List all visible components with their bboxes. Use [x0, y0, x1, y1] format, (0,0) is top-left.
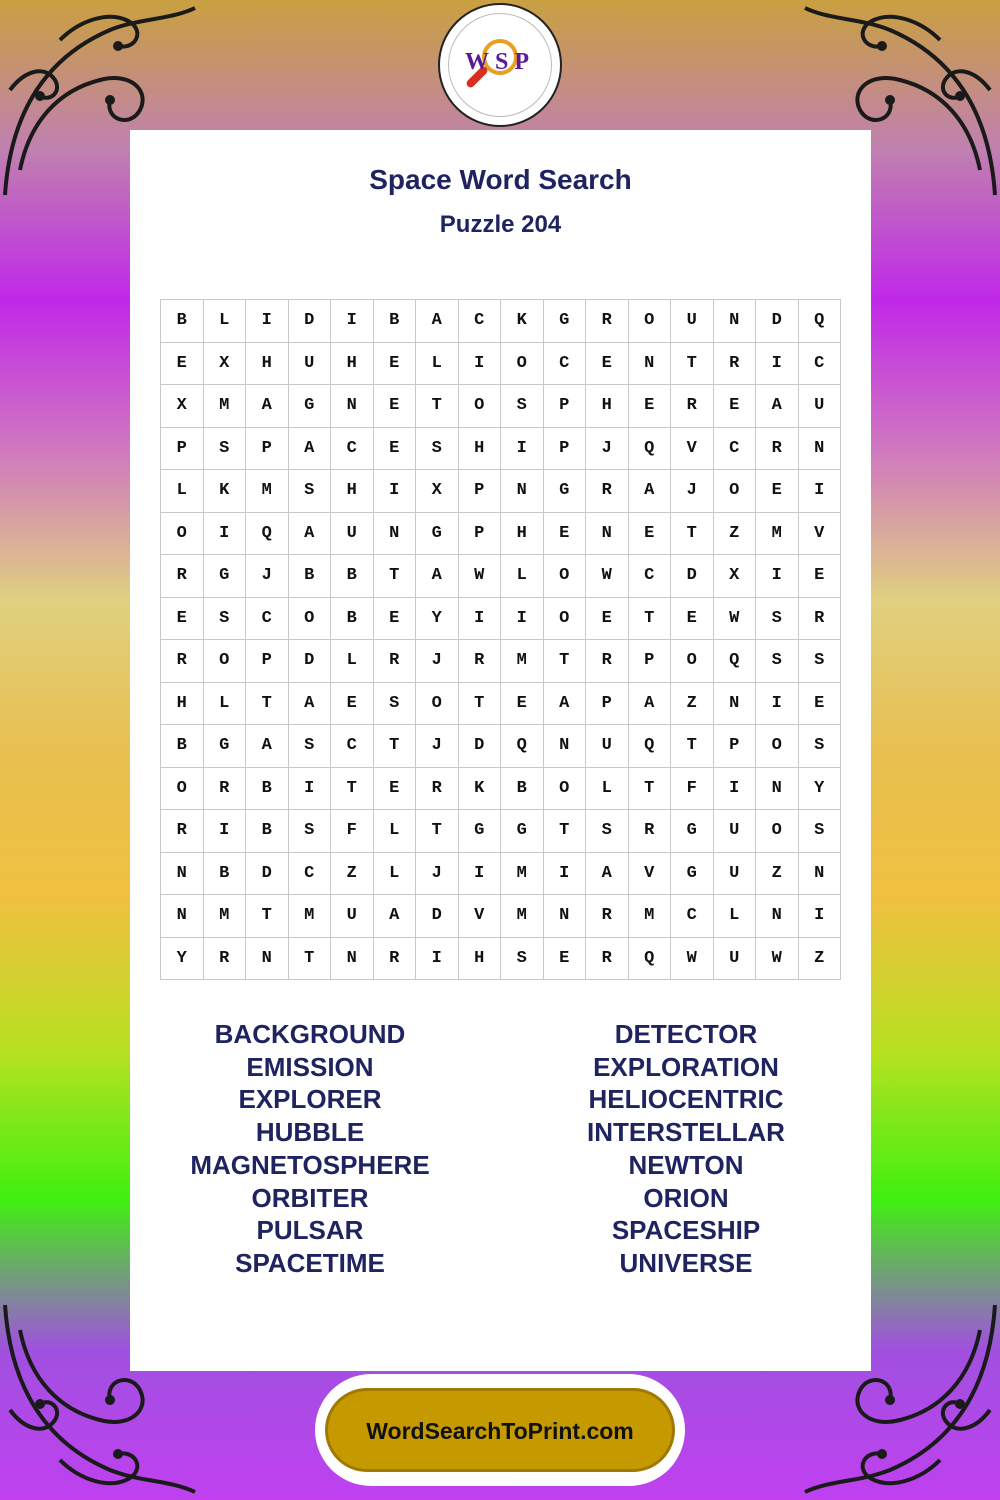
grid-cell[interactable]: P	[713, 725, 756, 768]
grid-cell[interactable]: H	[161, 682, 204, 725]
grid-cell[interactable]: R	[671, 385, 714, 428]
grid-cell[interactable]: U	[288, 342, 331, 385]
grid-cell[interactable]: G	[671, 810, 714, 853]
grid-cell[interactable]: I	[288, 767, 331, 810]
grid-cell[interactable]: D	[416, 895, 459, 938]
grid-row	[161, 427, 841, 470]
grid-cell[interactable]: M	[756, 512, 799, 555]
grid-cell[interactable]: S	[373, 682, 416, 725]
grid-cell[interactable]: I	[246, 300, 289, 343]
grid-cell[interactable]: S	[756, 640, 799, 683]
grid-cell[interactable]: N	[713, 682, 756, 725]
grid-cell[interactable]: S	[756, 597, 799, 640]
grid-cell[interactable]: C	[331, 725, 374, 768]
grid-cell[interactable]: E	[373, 427, 416, 470]
grid-cell[interactable]: E	[586, 342, 629, 385]
grid-cell[interactable]: I	[458, 852, 501, 895]
grid-cell[interactable]: X	[203, 342, 246, 385]
grid-cell[interactable]: S	[501, 385, 544, 428]
grid-cell[interactable]: R	[373, 937, 416, 980]
grid-cell[interactable]: E	[756, 470, 799, 513]
word-list-item: ORION	[643, 1182, 729, 1213]
grid-cell[interactable]: T	[416, 385, 459, 428]
grid-cell[interactable]: Q	[628, 937, 671, 980]
grid-cell[interactable]: D	[246, 852, 289, 895]
grid-cell[interactable]: T	[416, 810, 459, 853]
grid-cell[interactable]: M	[501, 852, 544, 895]
grid-cell[interactable]: L	[203, 682, 246, 725]
grid-cell[interactable]: S	[288, 470, 331, 513]
grid-cell[interactable]: Z	[798, 937, 841, 980]
grid-cell[interactable]: N	[798, 427, 841, 470]
grid-cell[interactable]: I	[798, 895, 841, 938]
grid-cell[interactable]: P	[161, 427, 204, 470]
grid-cell[interactable]: F	[671, 767, 714, 810]
grid-cell[interactable]: U	[671, 300, 714, 343]
grid-cell[interactable]: G	[288, 385, 331, 428]
grid-cell[interactable]: S	[203, 427, 246, 470]
grid-cell[interactable]: B	[203, 852, 246, 895]
grid-cell[interactable]: W	[713, 597, 756, 640]
grid-row	[161, 555, 841, 598]
grid-cell[interactable]: O	[543, 597, 586, 640]
grid-cell[interactable]: Z	[713, 512, 756, 555]
grid-cell[interactable]: S	[416, 427, 459, 470]
grid-cell[interactable]: R	[628, 810, 671, 853]
grid-row	[161, 597, 841, 640]
grid-cell[interactable]: L	[203, 300, 246, 343]
grid-cell[interactable]: U	[331, 512, 374, 555]
grid-cell[interactable]: A	[416, 300, 459, 343]
grid-cell[interactable]: X	[713, 555, 756, 598]
word-list-item: ORBITER	[251, 1182, 369, 1213]
grid-cell[interactable]: C	[628, 555, 671, 598]
grid-cell[interactable]: E	[798, 682, 841, 725]
grid-row	[161, 937, 841, 980]
grid-cell[interactable]: U	[586, 725, 629, 768]
word-list-item: NEWTON	[628, 1149, 744, 1180]
grid-cell[interactable]: Q	[628, 725, 671, 768]
grid-cell[interactable]: Q	[246, 512, 289, 555]
grid-cell[interactable]: R	[203, 767, 246, 810]
grid-cell[interactable]: L	[161, 470, 204, 513]
grid-cell[interactable]: V	[458, 895, 501, 938]
word-list-left	[130, 1018, 490, 1280]
grid-cell[interactable]: R	[161, 640, 204, 683]
grid-cell[interactable]: U	[713, 810, 756, 853]
grid-cell[interactable]: O	[203, 640, 246, 683]
grid-cell[interactable]: C	[713, 427, 756, 470]
grid-cell[interactable]: E	[501, 682, 544, 725]
grid-cell[interactable]: O	[756, 725, 799, 768]
grid-cell[interactable]: N	[161, 852, 204, 895]
grid-cell[interactable]: S	[798, 640, 841, 683]
grid-cell[interactable]: I	[203, 512, 246, 555]
grid-cell[interactable]: P	[458, 470, 501, 513]
grid-cell[interactable]: B	[161, 725, 204, 768]
grid-cell[interactable]: T	[458, 682, 501, 725]
grid-cell[interactable]: M	[501, 895, 544, 938]
grid-cell[interactable]: N	[628, 342, 671, 385]
grid-cell[interactable]: W	[756, 937, 799, 980]
site-link-button[interactable]	[325, 1388, 675, 1472]
grid-cell[interactable]: F	[331, 810, 374, 853]
word-list-item: PULSAR	[256, 1215, 364, 1246]
grid-cell[interactable]: G	[458, 810, 501, 853]
grid-cell[interactable]: O	[756, 810, 799, 853]
grid-cell[interactable]: L	[501, 555, 544, 598]
grid-cell[interactable]: C	[458, 300, 501, 343]
word-list-item: EXPLORATION	[593, 1051, 779, 1082]
word-list-item: HUBBLE	[255, 1117, 365, 1148]
grid-cell[interactable]: E	[713, 385, 756, 428]
grid-cell[interactable]: E	[373, 767, 416, 810]
grid-cell[interactable]: E	[373, 597, 416, 640]
word-list-item: UNIVERSE	[619, 1247, 753, 1278]
grid-row	[161, 852, 841, 895]
grid-cell[interactable]: U	[713, 852, 756, 895]
grid-cell[interactable]: T	[671, 512, 714, 555]
grid-cell[interactable]: I	[798, 470, 841, 513]
grid-cell[interactable]: R	[798, 597, 841, 640]
word-list-item: EXPLORER	[238, 1084, 382, 1115]
grid-cell[interactable]: A	[246, 725, 289, 768]
grid-cell[interactable]: B	[331, 597, 374, 640]
grid-cell[interactable]: O	[713, 470, 756, 513]
grid-cell[interactable]: E	[331, 682, 374, 725]
puzzle-sheet	[130, 130, 871, 1371]
grid-cell[interactable]: A	[628, 682, 671, 725]
grid-cell[interactable]: O	[543, 767, 586, 810]
grid-row	[161, 895, 841, 938]
grid-cell[interactable]: T	[246, 682, 289, 725]
grid-cell[interactable]: W	[586, 555, 629, 598]
grid-cell[interactable]: I	[373, 470, 416, 513]
grid-cell[interactable]: G	[671, 852, 714, 895]
grid-cell[interactable]: G	[543, 300, 586, 343]
grid-cell[interactable]: M	[628, 895, 671, 938]
grid-cell[interactable]: O	[161, 512, 204, 555]
grid-cell[interactable]: J	[246, 555, 289, 598]
grid-row	[161, 640, 841, 683]
logo-text: WSP	[464, 49, 535, 75]
grid-cell[interactable]: T	[543, 810, 586, 853]
grid-cell[interactable]: X	[416, 470, 459, 513]
grid-cell[interactable]: O	[628, 300, 671, 343]
grid-cell[interactable]: J	[416, 725, 459, 768]
grid-cell[interactable]: O	[416, 682, 459, 725]
grid-cell[interactable]: L	[586, 767, 629, 810]
grid-cell[interactable]: W	[671, 937, 714, 980]
grid-cell[interactable]: Y	[416, 597, 459, 640]
grid-cell[interactable]: I	[756, 682, 799, 725]
grid-cell[interactable]: N	[246, 937, 289, 980]
grid-cell[interactable]: H	[458, 937, 501, 980]
grid-cell[interactable]: D	[288, 640, 331, 683]
grid-cell[interactable]: N	[331, 937, 374, 980]
grid-cell[interactable]: O	[671, 640, 714, 683]
grid-cell[interactable]: I	[756, 555, 799, 598]
grid-cell[interactable]: X	[161, 385, 204, 428]
grid-cell[interactable]: R	[586, 470, 629, 513]
grid-cell[interactable]: E	[161, 597, 204, 640]
grid-cell[interactable]: O	[458, 385, 501, 428]
grid-cell[interactable]: S	[288, 725, 331, 768]
grid-cell[interactable]: C	[331, 427, 374, 470]
grid-cell[interactable]: R	[756, 427, 799, 470]
grid-cell[interactable]: H	[246, 342, 289, 385]
puzzle-number: Puzzle 204	[439, 211, 562, 238]
grid-cell[interactable]: E	[161, 342, 204, 385]
word-list-item: HELIOCENTRIC	[588, 1084, 784, 1115]
grid-cell[interactable]: H	[501, 512, 544, 555]
grid-cell[interactable]: N	[543, 895, 586, 938]
grid-cell[interactable]: N	[373, 512, 416, 555]
grid-cell[interactable]: Z	[756, 852, 799, 895]
word-list-item: INTERSTELLAR	[587, 1117, 785, 1148]
page-title: Space Word Search	[369, 164, 632, 195]
grid-cell[interactable]: N	[756, 895, 799, 938]
grid-cell[interactable]: U	[798, 385, 841, 428]
footer-badge	[315, 1374, 685, 1486]
grid-cell[interactable]: J	[416, 852, 459, 895]
grid-cell[interactable]: D	[756, 300, 799, 343]
grid-cell[interactable]: V	[671, 427, 714, 470]
grid-cell[interactable]: R	[586, 300, 629, 343]
grid-cell[interactable]: C	[543, 342, 586, 385]
grid-cell[interactable]: J	[586, 427, 629, 470]
grid-cell[interactable]: Q	[501, 725, 544, 768]
grid-cell[interactable]: H	[331, 342, 374, 385]
grid-cell[interactable]: S	[288, 810, 331, 853]
grid-cell[interactable]: E	[628, 512, 671, 555]
grid-cell[interactable]: P	[458, 512, 501, 555]
grid-cell[interactable]: W	[458, 555, 501, 598]
grid-cell[interactable]: M	[203, 895, 246, 938]
grid-cell[interactable]: Y	[798, 767, 841, 810]
grid-cell[interactable]: S	[203, 597, 246, 640]
word-list-item: SPACETIME	[235, 1247, 385, 1278]
grid-cell[interactable]: P	[628, 640, 671, 683]
grid-cell[interactable]: U	[331, 895, 374, 938]
grid-cell[interactable]: I	[543, 852, 586, 895]
grid-cell[interactable]: Q	[628, 427, 671, 470]
letter-grid	[160, 299, 841, 980]
grid-cell[interactable]: S	[501, 937, 544, 980]
grid-cell[interactable]: P	[246, 427, 289, 470]
grid-cell[interactable]: O	[161, 767, 204, 810]
grid-cell[interactable]: A	[373, 895, 416, 938]
word-list-item: BACKGROUND	[214, 1019, 406, 1049]
grid-cell[interactable]: K	[458, 767, 501, 810]
grid-cell[interactable]: Z	[671, 682, 714, 725]
grid-cell[interactable]: C	[671, 895, 714, 938]
grid-cell[interactable]: S	[798, 810, 841, 853]
grid-cell[interactable]: U	[713, 937, 756, 980]
grid-cell[interactable]: R	[373, 640, 416, 683]
grid-cell[interactable]: T	[331, 767, 374, 810]
grid-cell[interactable]: J	[671, 470, 714, 513]
grid-cell[interactable]: E	[373, 385, 416, 428]
grid-cell[interactable]: P	[543, 427, 586, 470]
grid-cell[interactable]: L	[373, 852, 416, 895]
grid-cell[interactable]: C	[798, 342, 841, 385]
grid-cell[interactable]: I	[416, 937, 459, 980]
grid-cell[interactable]: Q	[713, 640, 756, 683]
grid-cell[interactable]: I	[756, 342, 799, 385]
grid-cell[interactable]: N	[331, 385, 374, 428]
grid-cell[interactable]: B	[246, 810, 289, 853]
grid-row	[161, 767, 841, 810]
grid-cell[interactable]: V	[798, 512, 841, 555]
site-link-text: WordSearchToPrint.com	[366, 1418, 634, 1444]
grid-cell[interactable]: T	[628, 767, 671, 810]
grid-cell[interactable]: A	[288, 427, 331, 470]
grid-cell[interactable]: H	[586, 385, 629, 428]
grid-cell[interactable]: A	[586, 852, 629, 895]
grid-cell[interactable]: T	[288, 937, 331, 980]
grid-cell[interactable]: R	[458, 640, 501, 683]
grid-cell[interactable]: N	[586, 512, 629, 555]
grid-cell[interactable]: C	[288, 852, 331, 895]
grid-cell[interactable]: P	[246, 640, 289, 683]
grid-cell[interactable]: M	[501, 640, 544, 683]
grid-cell[interactable]: E	[373, 342, 416, 385]
grid-cell[interactable]: Z	[331, 852, 374, 895]
grid-cell[interactable]: N	[543, 725, 586, 768]
grid-cell[interactable]: L	[331, 640, 374, 683]
word-list-item: SPACESHIP	[611, 1215, 761, 1246]
grid-cell[interactable]: R	[586, 895, 629, 938]
grid-cell[interactable]: C	[246, 597, 289, 640]
grid-cell[interactable]: D	[288, 300, 331, 343]
grid-cell[interactable]: O	[501, 342, 544, 385]
grid-cell[interactable]: T	[671, 342, 714, 385]
grid-cell[interactable]: I	[203, 810, 246, 853]
grid-cell[interactable]: I	[458, 342, 501, 385]
grid-cell[interactable]: J	[416, 640, 459, 683]
grid-cell[interactable]: I	[331, 300, 374, 343]
word-list-item: MAGNETOSPHERE	[190, 1149, 430, 1180]
grid-cell[interactable]: A	[288, 682, 331, 725]
grid-cell[interactable]: E	[543, 937, 586, 980]
grid-cell[interactable]: L	[416, 342, 459, 385]
grid-cell[interactable]: K	[203, 470, 246, 513]
grid-cell[interactable]: B	[331, 555, 374, 598]
grid-cell[interactable]: R	[586, 640, 629, 683]
grid-cell[interactable]: T	[373, 725, 416, 768]
grid-cell[interactable]: B	[246, 767, 289, 810]
grid-cell[interactable]: H	[331, 470, 374, 513]
grid-cell[interactable]: B	[501, 767, 544, 810]
grid-cell[interactable]: P	[543, 385, 586, 428]
grid-cell[interactable]: E	[798, 555, 841, 598]
grid-cell[interactable]: A	[246, 385, 289, 428]
grid-cell[interactable]: A	[288, 512, 331, 555]
grid-cell[interactable]: H	[458, 427, 501, 470]
grid-row	[161, 512, 841, 555]
grid-cell[interactable]: S	[798, 725, 841, 768]
grid-cell[interactable]: P	[586, 682, 629, 725]
grid-cell[interactable]: Y	[161, 937, 204, 980]
grid-cell[interactable]: R	[161, 555, 204, 598]
wsp-logo[interactable]	[438, 3, 562, 127]
grid-cell[interactable]: I	[501, 597, 544, 640]
grid-cell[interactable]: A	[543, 682, 586, 725]
grid-cell[interactable]: N	[501, 470, 544, 513]
grid-cell[interactable]: N	[713, 300, 756, 343]
grid-cell[interactable]: E	[586, 597, 629, 640]
grid-row	[161, 725, 841, 768]
grid-row	[161, 300, 841, 343]
grid-cell[interactable]: A	[416, 555, 459, 598]
grid-cell[interactable]: N	[756, 767, 799, 810]
grid-cell[interactable]: K	[501, 300, 544, 343]
grid-cell[interactable]: R	[203, 937, 246, 980]
grid-cell[interactable]: M	[246, 470, 289, 513]
grid-cell[interactable]: G	[416, 512, 459, 555]
grid-cell[interactable]: R	[586, 937, 629, 980]
grid-cell[interactable]: G	[501, 810, 544, 853]
grid-cell[interactable]: A	[756, 385, 799, 428]
word-list-item: DETECTOR	[614, 1019, 758, 1049]
grid-cell[interactable]: V	[628, 852, 671, 895]
grid-cell[interactable]: Q	[798, 300, 841, 343]
grid-cell[interactable]: R	[713, 342, 756, 385]
grid-cell[interactable]: T	[543, 640, 586, 683]
grid-row	[161, 810, 841, 853]
grid-cell[interactable]: T	[373, 555, 416, 598]
grid-cell[interactable]: T	[671, 725, 714, 768]
grid-cell[interactable]: G	[543, 470, 586, 513]
grid-cell[interactable]: N	[161, 895, 204, 938]
grid-cell[interactable]: R	[161, 810, 204, 853]
grid-cell[interactable]: T	[246, 895, 289, 938]
grid-cell[interactable]: B	[288, 555, 331, 598]
grid-row	[161, 682, 841, 725]
grid-cell[interactable]: A	[628, 470, 671, 513]
grid-cell[interactable]: M	[288, 895, 331, 938]
grid-cell[interactable]: R	[416, 767, 459, 810]
word-list-right	[506, 1018, 866, 1280]
grid-cell[interactable]: I	[501, 427, 544, 470]
grid-cell[interactable]: G	[203, 725, 246, 768]
grid-cell[interactable]: E	[543, 512, 586, 555]
grid-cell[interactable]: L	[373, 810, 416, 853]
grid-row	[161, 385, 841, 428]
grid-cell[interactable]: E	[671, 597, 714, 640]
grid-cell[interactable]: N	[798, 852, 841, 895]
grid-cell[interactable]: D	[671, 555, 714, 598]
grid-cell[interactable]: B	[161, 300, 204, 343]
grid-cell[interactable]: G	[203, 555, 246, 598]
grid-cell[interactable]: M	[203, 385, 246, 428]
grid-cell[interactable]: O	[288, 597, 331, 640]
grid-cell[interactable]: E	[628, 385, 671, 428]
grid-cell[interactable]: B	[373, 300, 416, 343]
grid-cell[interactable]: I	[713, 767, 756, 810]
grid-cell[interactable]: D	[458, 725, 501, 768]
grid-cell[interactable]: O	[543, 555, 586, 598]
grid-cell[interactable]: S	[586, 810, 629, 853]
grid-row	[161, 342, 841, 385]
grid-row	[161, 470, 841, 513]
grid-cell[interactable]: L	[713, 895, 756, 938]
word-list-item: EMISSION	[246, 1051, 374, 1082]
grid-cell[interactable]: I	[458, 597, 501, 640]
grid-cell[interactable]: T	[628, 597, 671, 640]
